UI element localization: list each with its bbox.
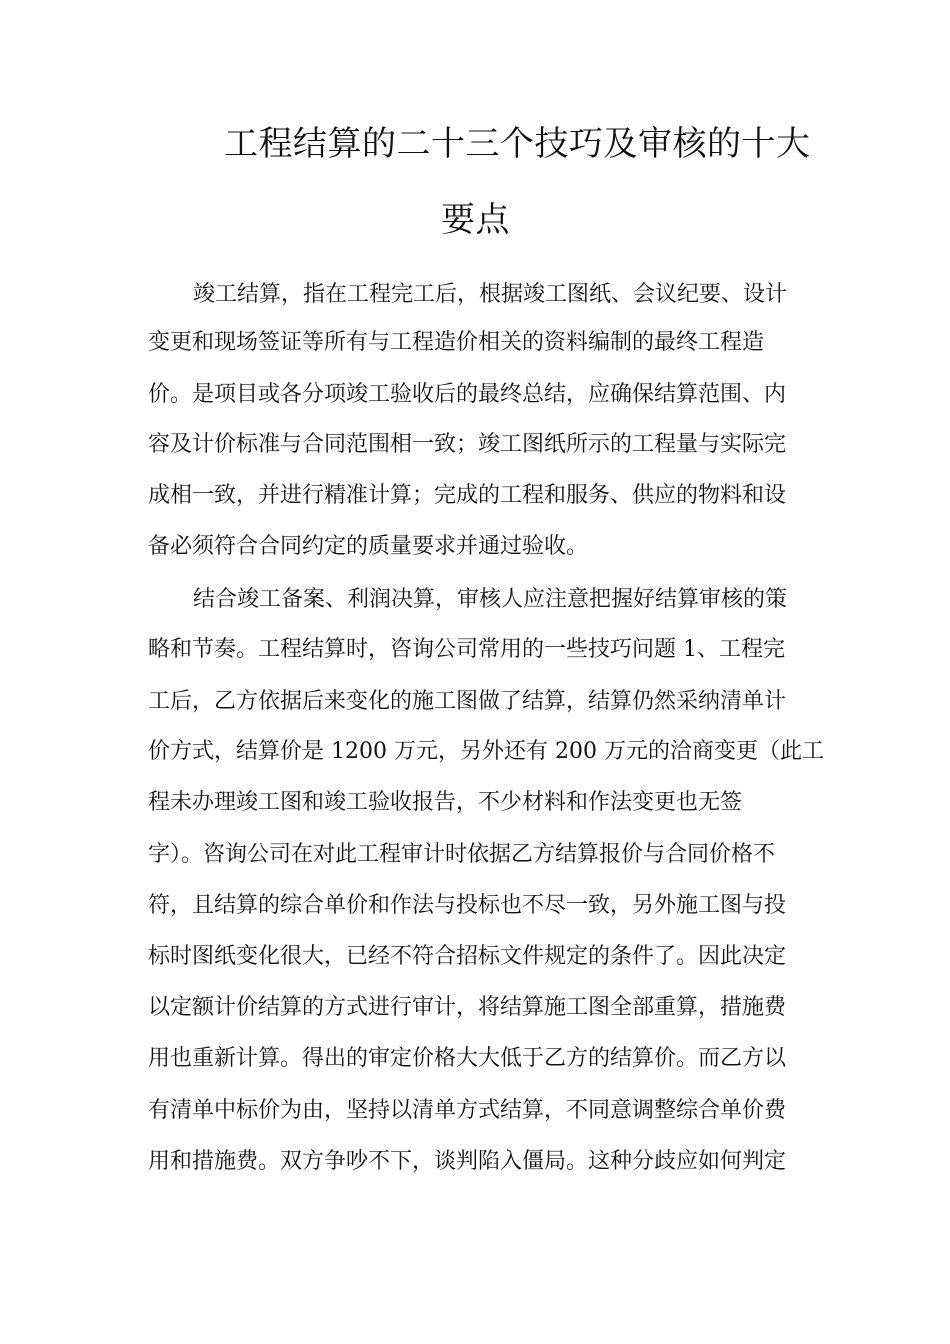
paragraph-1-line-3: 价。是项目或各分项竣工验收后的最终总结，应确保结算范围、内 (148, 382, 787, 407)
paragraph-2-line-4: 价方式，结算价是 1200 万元，另外还有 200 万元的洽商变更（此工 (148, 739, 824, 764)
paragraph-2-line-2: 略和节奏。工程结算时，咨询公司常用的一些技巧问题 1、工程完 (148, 637, 785, 662)
paragraph-2-line-8: 标时图纸变化很大，已经不符合招标文件规定的条件了。因此决定 (148, 944, 787, 969)
paragraph-2-line-5: 程未办理竣工图和竣工验收报告，不少材料和作法变更也无签 (148, 790, 743, 815)
paragraph-2-line-6: 字）。咨询公司在对此工程审计时依据乙方结算报价与合同价格不 (148, 842, 776, 867)
paragraph-2-line-10: 用也重新计算。得出的审定价格大大低于乙方的结算价。而乙方以 (148, 1046, 787, 1071)
paragraph-2-line-3: 工后，乙方依据后来变化的施工图做了结算，结算仍然采纳清单计 (148, 689, 787, 714)
document-title-line-2: 要点 (441, 200, 510, 240)
paragraph-2-line-1: 结合竣工备案、利润决算，审核人应注意把握好结算审核的策 (193, 587, 788, 612)
paragraph-1-line-2: 变更和现场签证等所有与工程造价相关的资料编制的最终工程造 (148, 330, 765, 355)
paragraph-1-line-5: 成相一致，并进行精准计算；完成的工程和服务、供应的物料和设 (148, 483, 787, 508)
paragraph-2-line-9: 以定额计价结算的方式进行审计，将结算施工图全部重算，措施费 (148, 995, 787, 1020)
paragraph-2-line-11: 有清单中标价为由，坚持以清单方式结算，不同意调整综合单价费 (148, 1098, 787, 1123)
document-title-line-1: 工程结算的二十三个技巧及审核的十大 (224, 124, 811, 164)
paragraph-1-line-4: 容及计价标准与合同范围相一致；竣工图纸所示的工程量与实际完 (148, 432, 787, 457)
paragraph-2-line-7: 符，且结算的综合单价和作法与投标也不尽一致，另外施工图与投 (148, 893, 787, 918)
paragraph-2-line-12: 用和措施费。双方争吵不下，谈判陷入僵局。这种分歧应如何判定 (148, 1149, 787, 1174)
paragraph-1-line-1: 竣工结算，指在工程完工后，根据竣工图纸、会议纪要、设计 (193, 282, 788, 307)
paragraph-1-line-6: 备必须符合合同约定的质量要求并通过验收。 (148, 534, 589, 559)
